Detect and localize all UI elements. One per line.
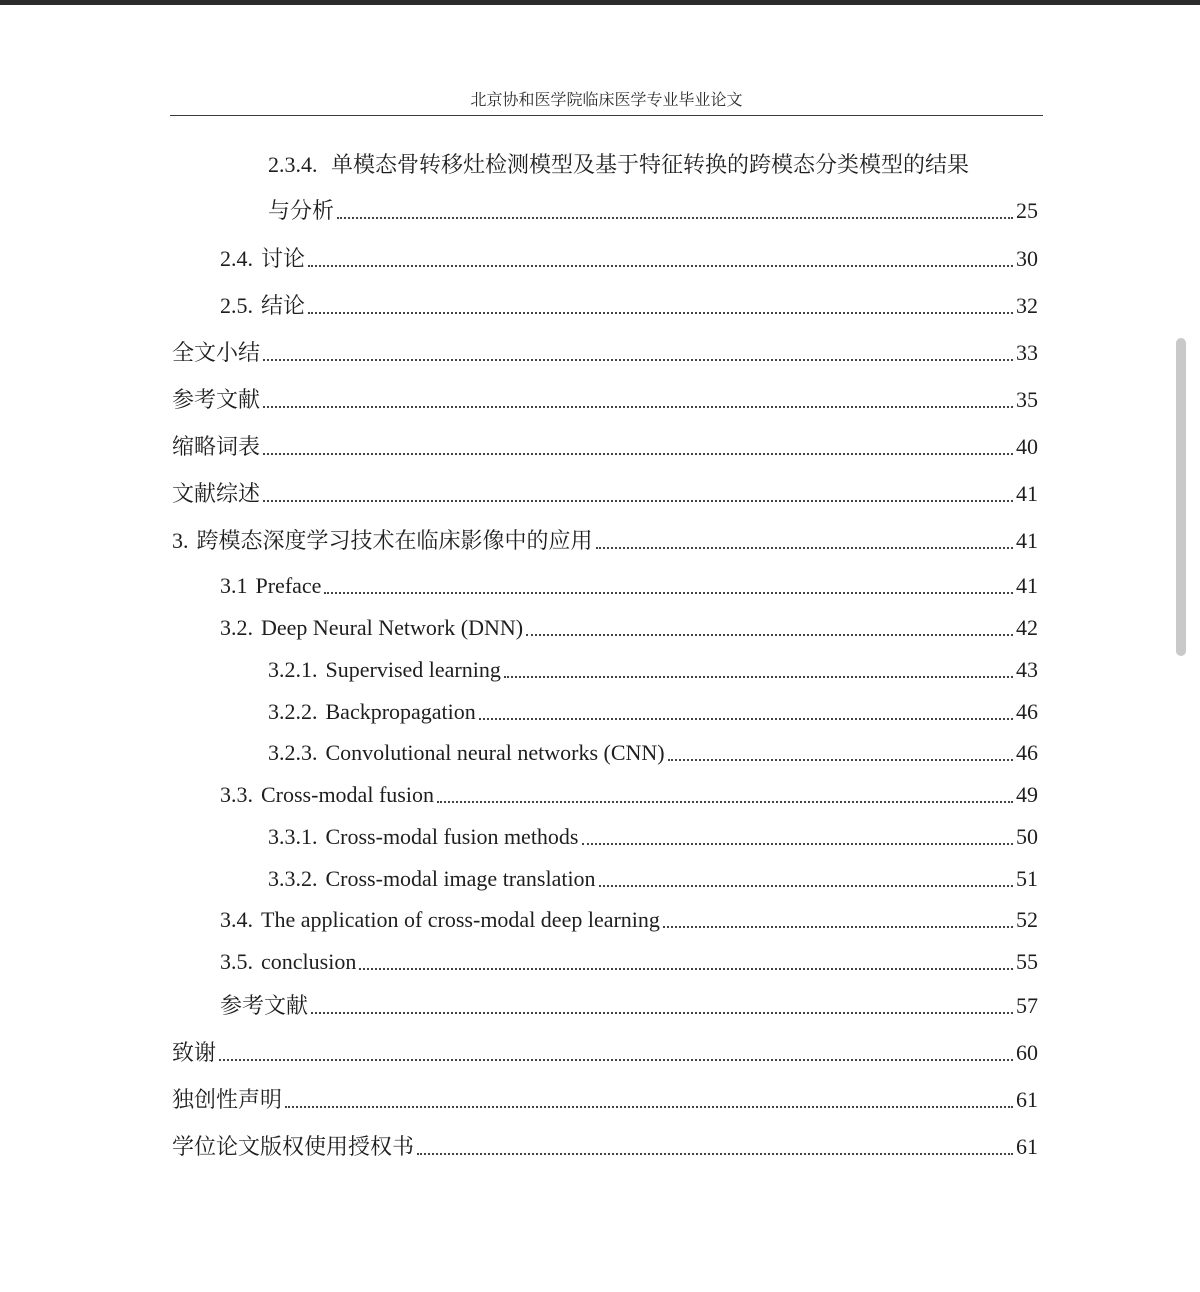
toc-entry-number: 2.4. (220, 246, 253, 271)
toc-entry-number: 3.5. (220, 949, 253, 974)
toc-entry[interactable] (172, 338, 1038, 368)
toc-page-number: 42 (1016, 615, 1038, 640)
toc-page-number: 52 (1016, 907, 1038, 932)
toc-entry[interactable] (268, 655, 1038, 685)
toc-leader-dots (263, 406, 1013, 408)
toc-entry-title: 讨论 (261, 246, 306, 271)
toc-entry[interactable] (172, 1132, 1038, 1162)
toc-entry-number: 3.3. (220, 782, 253, 807)
toc-page-number: 41 (1016, 481, 1038, 506)
toc-entry-number: 3.2.2. (268, 699, 318, 724)
toc-entry-title: Deep Neural Network (DNN) (261, 615, 524, 640)
toc-entry[interactable] (268, 864, 1038, 894)
toc-entry[interactable] (220, 991, 1038, 1021)
toc-leader-dots (582, 843, 1014, 845)
toc-page-number: 60 (1016, 1040, 1038, 1065)
toc-leader-dots (263, 500, 1013, 502)
toc-entry-number: 3.2. (220, 615, 253, 640)
toc-entry[interactable] (172, 385, 1038, 415)
toc-entry-title: Cross-modal image translation (325, 866, 596, 891)
toc-entry[interactable] (220, 571, 1038, 601)
toc-leader-dots (337, 217, 1013, 219)
toc-entry-title: conclusion (261, 949, 357, 974)
toc-leader-dots (417, 1153, 1013, 1155)
toc-entry-number: 2.5. (220, 293, 253, 318)
toc-entry-title: 跨模态深度学习技术在临床影像中的应用 (196, 528, 593, 553)
toc-entry-title: 参考文献 (220, 993, 309, 1018)
toc-entry-title: 文献综述 (172, 481, 261, 506)
toc-page-number: 46 (1016, 740, 1038, 765)
toc-page-number: 51 (1016, 866, 1038, 891)
toc-page-number: 57 (1016, 993, 1038, 1018)
toc-entry[interactable] (172, 1038, 1038, 1068)
toc-entry-title: 致谢 (172, 1040, 217, 1065)
toc-entry[interactable] (220, 780, 1038, 810)
toc-leader-dots (668, 759, 1013, 761)
toc-entry[interactable] (220, 291, 1038, 321)
toc-leader-dots (263, 453, 1013, 455)
toc-entry[interactable] (220, 905, 1038, 935)
toc-entry[interactable] (268, 738, 1038, 768)
toc-leader-dots (263, 359, 1013, 361)
toc-page-number: 35 (1016, 387, 1038, 412)
toc-page-number: 33 (1016, 340, 1038, 365)
toc-leader-dots (324, 592, 1013, 594)
toc-entry-number: 3.3.1. (268, 824, 318, 849)
toc-leader-dots (504, 676, 1013, 678)
toc-entry-number: 3.1 (220, 573, 248, 598)
toc-entry-number: 3.4. (220, 907, 253, 932)
toc-page-number: 50 (1016, 824, 1038, 849)
toc-entry-title: Cross-modal fusion methods (325, 824, 579, 849)
toc-entry-number: 2.3.4. (268, 152, 318, 177)
toc-entry[interactable] (172, 432, 1038, 462)
toc-entry-title: 结论 (261, 293, 306, 318)
toc-entry[interactable] (268, 697, 1038, 727)
toc-leader-dots (663, 926, 1013, 928)
toc-entry[interactable] (220, 613, 1038, 643)
toc-page-number: 41 (1016, 573, 1038, 598)
toc-page-number: 43 (1016, 657, 1038, 682)
toc-entry-title: 单模态骨转移灶检测模型及基于特征转换的跨模态分类模型的结果 (331, 152, 970, 177)
toc-entry-title: Convolutional neural networks (CNN) (325, 740, 665, 765)
toc-entry[interactable] (172, 1085, 1038, 1115)
toc-entry-title: 独创性声明 (172, 1087, 283, 1112)
toc-page-number: 61 (1016, 1087, 1038, 1112)
toc-page-number: 55 (1016, 949, 1038, 974)
toc-entry-number: 3.3.2. (268, 866, 318, 891)
toc-page-number: 32 (1016, 293, 1038, 318)
toc-entry[interactable] (268, 822, 1038, 852)
toc-entry-title: The application of cross-modal deep learning (261, 907, 660, 932)
toc-entry-title: Preface (255, 573, 322, 598)
toc-page-number: 25 (1016, 198, 1038, 223)
toc-leader-dots (526, 634, 1013, 636)
toc-entry-title: 与分析 (268, 198, 335, 223)
toc-entry-number: 3.2.3. (268, 740, 318, 765)
toc-entry-title: Cross-modal fusion (261, 782, 434, 807)
toc-leader-dots (599, 885, 1013, 887)
toc-page-number: 46 (1016, 699, 1038, 724)
toc-entry-2-3-4-line1[interactable] (268, 150, 969, 180)
toc-entry-number: 3. (172, 528, 189, 553)
toc-entry-title: Backpropagation (325, 699, 476, 724)
toc-page-number: 41 (1016, 528, 1038, 553)
toc-entry[interactable] (220, 244, 1038, 274)
toc-leader-dots (479, 718, 1013, 720)
toc-entry-title: 参考文献 (172, 387, 261, 412)
toc-entry-title: 学位论文版权使用授权书 (172, 1134, 415, 1159)
toc-entry-title: 缩略词表 (172, 434, 261, 459)
toc-leader-dots (219, 1059, 1013, 1061)
toc-page-number: 49 (1016, 782, 1038, 807)
toc-entry-number: 3.2.1. (268, 657, 318, 682)
toc-leader-dots (311, 1012, 1013, 1014)
toc-leader-dots (308, 312, 1013, 314)
toc-entry-title: Supervised learning (325, 657, 501, 682)
toc-entry-title: 全文小结 (172, 340, 261, 365)
toc-entry[interactable] (172, 479, 1038, 509)
toc-entry[interactable] (172, 526, 1038, 556)
toc-leader-dots (596, 547, 1013, 549)
toc-page-number: 40 (1016, 434, 1038, 459)
toc-entry[interactable] (220, 947, 1038, 977)
toc-leader-dots (308, 265, 1013, 267)
toc-entry-2-3-4-line2[interactable] (268, 196, 1038, 226)
toc-page-number: 30 (1016, 246, 1038, 271)
page-header: 北京协和医学院临床医学专业毕业论文 (470, 92, 743, 109)
toc-leader-dots (437, 801, 1013, 803)
toc-page-number: 61 (1016, 1134, 1038, 1159)
toc-leader-dots (285, 1106, 1013, 1108)
toc-leader-dots (359, 968, 1013, 970)
